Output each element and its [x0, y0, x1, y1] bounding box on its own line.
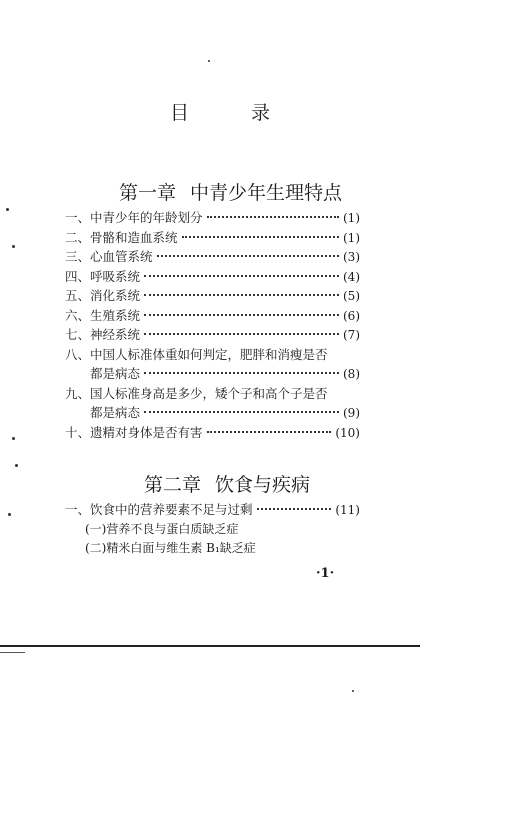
toc-entry	[65, 208, 360, 228]
entry-page: (3)	[343, 250, 360, 264]
entry-label: 二、骨骼和造血系统	[65, 229, 178, 245]
leader-dots	[144, 314, 339, 316]
leader-dots	[144, 275, 339, 277]
page-number: ·1·	[316, 566, 335, 581]
toc-entry	[65, 423, 360, 443]
leader-dots	[207, 431, 332, 433]
leader-dots	[144, 411, 339, 413]
leader-dots	[257, 508, 332, 510]
scan-speck	[12, 437, 15, 440]
entry-label: 一、中青少年的年龄划分	[65, 210, 203, 225]
entry-label: 八、中国人标准体重如何判定，肥胖和消瘦是否	[65, 346, 328, 362]
toc-subentry	[65, 520, 360, 540]
title-char-2: 录	[250, 102, 270, 124]
entry-label: 九、国人标准身高是多少，矮个子和高个子是否	[65, 385, 328, 401]
toc-entry	[65, 306, 360, 326]
scan-speck	[12, 245, 15, 248]
entry-label: 六、生殖系统	[65, 307, 141, 323]
toc-title	[170, 98, 270, 125]
chapter-2-name: 饮食与疾病	[215, 474, 311, 496]
chapter-2-entries	[65, 500, 360, 559]
entry-page: (5)	[343, 289, 360, 303]
entry-page: (9)	[343, 406, 360, 420]
toc-entry	[65, 345, 360, 365]
leader-dots	[144, 333, 339, 335]
entry-label-continued: 都是病态	[90, 405, 141, 420]
scan-speck	[15, 464, 18, 467]
leader-dots	[144, 294, 339, 296]
leader-dots	[207, 216, 339, 218]
entry-page: (1)	[343, 211, 360, 225]
subentry-label: (一)营养不良与蛋白质缺乏症	[85, 521, 239, 536]
toc-entry	[65, 500, 360, 520]
entry-label: 四、呼吸系统	[65, 268, 141, 284]
entry-label: 十、遗精对身体是否有害	[65, 424, 203, 440]
leader-dots	[157, 255, 339, 257]
scan-speck	[6, 208, 9, 211]
toc-entry	[65, 286, 360, 306]
leader-dots	[182, 236, 339, 238]
entry-page: (7)	[343, 328, 360, 342]
chapter-1-name: 中青少年生理特点	[190, 182, 343, 204]
toc-entry	[65, 247, 360, 267]
chapter-2-number: 第二章	[144, 474, 202, 496]
toc-entry	[65, 325, 360, 345]
chapter-1-entries	[65, 208, 360, 442]
toc-entry	[65, 384, 360, 404]
scan-speck	[352, 690, 354, 692]
chapter-1-number: 第一章	[119, 182, 177, 204]
leader-dots	[144, 372, 339, 374]
chapter-1-heading	[119, 178, 342, 205]
bottom-rule	[0, 645, 420, 647]
toc-entry-continued	[65, 364, 360, 384]
entry-page: (6)	[343, 308, 360, 323]
toc-entry	[65, 228, 360, 248]
entry-page: (4)	[343, 269, 360, 284]
bottom-rule-fragment	[0, 652, 25, 653]
entry-page: (11)	[335, 503, 360, 517]
scan-speck	[208, 60, 210, 62]
entry-page: (1)	[343, 230, 360, 245]
entry-label: 三、心血管系统	[65, 249, 153, 264]
entry-label-continued: 都是病态	[90, 366, 141, 381]
entry-page: (10)	[335, 425, 360, 440]
title-char-1: 目	[170, 102, 190, 124]
entry-label: 一、饮食中的营养要素不足与过剩	[65, 502, 253, 517]
toc-entry-continued	[65, 403, 360, 423]
toc-entry	[65, 267, 360, 287]
entry-label: 七、神经系统	[65, 327, 141, 342]
entry-page: (8)	[343, 367, 360, 381]
entry-label: 五、消化系统	[65, 288, 141, 303]
subentry-label: (二)精米白面与维生素 B₁缺乏症	[85, 541, 256, 555]
scan-speck	[8, 513, 11, 516]
toc-subentry	[65, 539, 360, 559]
chapter-2-heading	[144, 470, 310, 497]
